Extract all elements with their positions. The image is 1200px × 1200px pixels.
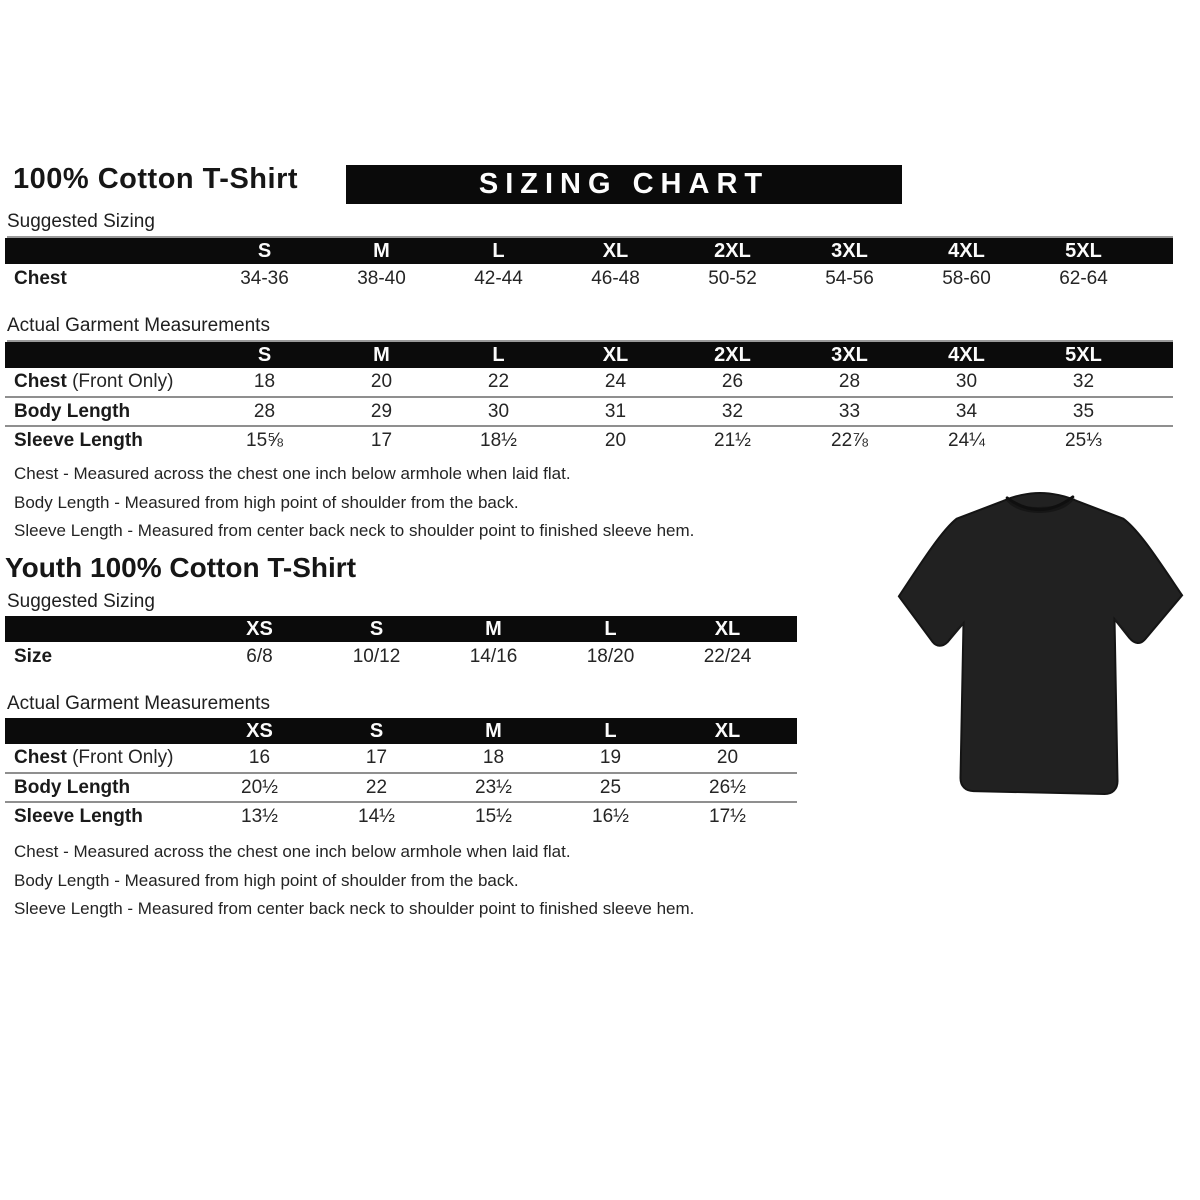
size-column-header: M [323, 342, 440, 368]
value-cell: 35 [1025, 397, 1142, 426]
value-cell: 22 [487, 371, 510, 392]
row-label: Chest (Front Only) [14, 747, 174, 768]
black-tshirt-image [890, 486, 1190, 804]
value-cell: 25 [552, 773, 669, 802]
table-row [5, 642, 797, 671]
table-header-row [5, 616, 797, 642]
size-column-header: M [435, 616, 552, 642]
adult-actual-measurements-label: Actual Garment Measurements [7, 315, 1173, 342]
value-cell: 18/20 [586, 645, 635, 667]
row-spacer [786, 773, 797, 802]
label-column-header [5, 238, 206, 264]
table-row [5, 368, 1173, 397]
size-column-header: S [318, 616, 435, 642]
value-cell: 15½ [435, 802, 552, 831]
size-column-header: 5XL [1025, 342, 1142, 368]
value-cell: 20 [716, 747, 739, 768]
size-column-header: 5XL [1025, 238, 1142, 264]
size-column-header: M [435, 718, 552, 744]
size-column-header: S [206, 238, 323, 264]
table-row [5, 802, 797, 831]
label-column-header [5, 616, 201, 642]
header-spacer [786, 616, 797, 642]
row-label: Chest [14, 267, 67, 289]
page-title: 100% Cotton T-Shirt [13, 163, 299, 195]
size-column-header: XS [201, 616, 318, 642]
table-row [5, 744, 797, 773]
row-spacer [786, 744, 797, 773]
value-cell: 15⅝ [206, 426, 323, 455]
row-label: Sleeve Length [5, 802, 201, 831]
row-spacer [1142, 368, 1173, 397]
table-row [5, 773, 797, 802]
value-cell: 29 [323, 397, 440, 426]
label-column-header [5, 718, 201, 744]
table-row [5, 397, 1173, 426]
value-cell: 22/24 [703, 645, 752, 667]
adult-suggested-sizing-label: Suggested Sizing [7, 211, 1173, 238]
size-column-header: XS [201, 718, 318, 744]
youth-actual-measurements-table [5, 718, 797, 831]
row-spacer [786, 802, 797, 831]
sizing-chart-banner: SIZING CHART [346, 165, 902, 204]
value-cell: 18 [482, 747, 505, 768]
value-cell: 42-44 [474, 267, 523, 289]
table-header-row [5, 342, 1173, 368]
note-line: Sleeve Length - Measured from center back neck to shoulder point to finished sleeve hem. [14, 899, 695, 918]
value-cell: 25⅓ [1025, 426, 1142, 455]
value-cell: 18½ [440, 426, 557, 455]
value-cell: 26 [721, 371, 744, 392]
adult-suggested-sizing-table [5, 238, 1173, 293]
value-cell: 38-40 [357, 267, 406, 289]
value-cell: 34 [908, 397, 1025, 426]
value-cell: 26½ [669, 773, 786, 802]
value-cell: 6/8 [246, 645, 273, 667]
youth-actual-measurements-label: Actual Garment Measurements [7, 693, 795, 720]
size-column-header: L [552, 616, 669, 642]
value-cell: 21½ [674, 426, 791, 455]
size-column-header: XL [557, 342, 674, 368]
row-spacer [1142, 264, 1173, 293]
value-cell: 34-36 [240, 267, 289, 289]
youth-suggested-sizing-label: Suggested Sizing [7, 591, 795, 618]
size-column-header: XL [557, 238, 674, 264]
value-cell: 13½ [201, 802, 318, 831]
value-cell: 31 [557, 397, 674, 426]
value-cell: 19 [599, 747, 622, 768]
note-line: Body Length - Measured from high point of shoulder from the back. [14, 492, 519, 512]
size-column-header: 4XL [908, 238, 1025, 264]
value-cell: 22⅞ [791, 426, 908, 455]
value-cell: 20 [557, 426, 674, 455]
row-label: Chest (Front Only) [14, 371, 174, 392]
value-cell: 62-64 [1059, 267, 1108, 289]
adult-measurement-notes [14, 460, 814, 546]
value-cell: 32 [1072, 371, 1095, 392]
table-row [5, 426, 1173, 455]
value-cell: 58-60 [942, 267, 991, 289]
size-column-header: L [440, 342, 557, 368]
value-cell: 28 [838, 371, 861, 392]
row-label: Sleeve Length [5, 426, 206, 455]
table-row [5, 264, 1173, 293]
size-column-header: 2XL [674, 342, 791, 368]
value-cell: 18 [253, 371, 276, 392]
value-cell: 28 [206, 397, 323, 426]
row-label: Body Length [5, 773, 201, 802]
value-cell: 30 [955, 371, 978, 392]
row-label: Size [14, 645, 53, 667]
value-cell: 17½ [669, 802, 786, 831]
row-label: Body Length [5, 397, 206, 426]
note-line: Body Length - Measured from high point of shoulder from the back. [14, 870, 519, 890]
youth-suggested-sizing-table [5, 616, 797, 671]
value-cell: 32 [674, 397, 791, 426]
value-cell: 24 [604, 371, 627, 392]
value-cell: 46-48 [591, 267, 640, 289]
row-spacer [786, 642, 797, 671]
size-column-header: XL [669, 616, 786, 642]
value-cell: 16½ [552, 802, 669, 831]
adult-actual-measurements-table [5, 342, 1173, 455]
header-spacer [1142, 238, 1173, 264]
header-spacer [786, 718, 797, 744]
value-cell: 14/16 [469, 645, 518, 667]
row-spacer [1142, 426, 1173, 455]
header-spacer [1142, 342, 1173, 368]
value-cell: 33 [791, 397, 908, 426]
size-column-header: S [318, 718, 435, 744]
note-line: Sleeve Length - Measured from center back neck to shoulder point to finished sleeve hem. [14, 521, 695, 540]
youth-section-title: Youth 100% Cotton T-Shirt [5, 552, 357, 583]
value-cell: 20½ [201, 773, 318, 802]
size-column-header: 3XL [791, 238, 908, 264]
youth-measurement-notes [14, 838, 814, 924]
table-header-row [5, 718, 797, 744]
value-cell: 30 [440, 397, 557, 426]
row-spacer [1142, 397, 1173, 426]
size-column-header: M [323, 238, 440, 264]
value-cell: 50-52 [708, 267, 757, 289]
value-cell: 20 [370, 371, 393, 392]
size-column-header: XL [669, 718, 786, 744]
value-cell: 24¼ [908, 426, 1025, 455]
value-cell: 17 [323, 426, 440, 455]
value-cell: 16 [248, 747, 271, 768]
size-column-header: 2XL [674, 238, 791, 264]
note-line: Chest - Measured across the chest one inch below armhole when laid flat. [14, 464, 571, 483]
value-cell: 23½ [435, 773, 552, 802]
value-cell: 14½ [318, 802, 435, 831]
size-column-header: L [552, 718, 669, 744]
note-line: Chest - Measured across the chest one inch below armhole when laid flat. [14, 842, 571, 861]
table-header-row [5, 238, 1173, 264]
value-cell: 10/12 [352, 645, 401, 667]
size-column-header: S [206, 342, 323, 368]
value-cell: 22 [318, 773, 435, 802]
size-column-header: 4XL [908, 342, 1025, 368]
size-column-header: 3XL [791, 342, 908, 368]
label-column-header [5, 342, 206, 368]
size-column-header: L [440, 238, 557, 264]
value-cell: 54-56 [825, 267, 874, 289]
value-cell: 17 [365, 747, 388, 768]
